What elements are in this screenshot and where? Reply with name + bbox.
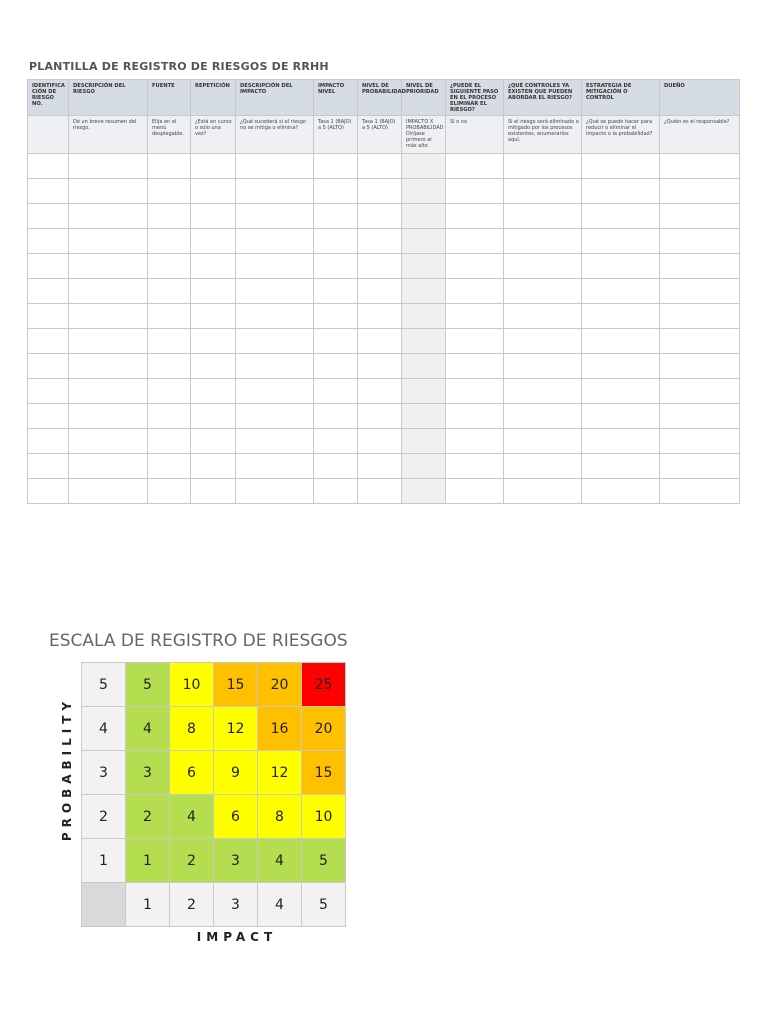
- register-cell[interactable]: [191, 404, 236, 429]
- register-header-cell: NIVEL DE PROBABILIDAD: [358, 80, 402, 116]
- register-cell[interactable]: [504, 454, 582, 479]
- register-cell[interactable]: [69, 404, 148, 429]
- impact-level: 2: [170, 883, 214, 927]
- register-cell[interactable]: [314, 329, 358, 354]
- register-cell[interactable]: [402, 454, 446, 479]
- register-cell[interactable]: [69, 379, 148, 404]
- register-cell[interactable]: [402, 279, 446, 304]
- register-cell[interactable]: [446, 404, 504, 429]
- register-cell[interactable]: [148, 379, 191, 404]
- register-cell[interactable]: [660, 179, 740, 204]
- register-row: [28, 354, 740, 379]
- register-cell[interactable]: [582, 204, 660, 229]
- risk-score-cell: 6: [214, 795, 258, 839]
- register-cell[interactable]: [191, 479, 236, 504]
- register-cell[interactable]: [660, 304, 740, 329]
- risk-score-cell: 10: [170, 663, 214, 707]
- risk-score-cell: 2: [126, 795, 170, 839]
- register-cell[interactable]: [504, 429, 582, 454]
- register-cell[interactable]: [504, 229, 582, 254]
- register-cell[interactable]: [402, 204, 446, 229]
- register-cell[interactable]: [148, 254, 191, 279]
- register-cell[interactable]: [582, 279, 660, 304]
- register-cell[interactable]: [446, 229, 504, 254]
- register-cell[interactable]: [148, 354, 191, 379]
- register-cell[interactable]: [660, 229, 740, 254]
- register-cell[interactable]: [69, 229, 148, 254]
- register-cell[interactable]: [236, 329, 314, 354]
- impact-axis-label: IMPACT: [196, 930, 278, 944]
- register-cell[interactable]: [358, 304, 402, 329]
- register-cell[interactable]: [148, 429, 191, 454]
- register-cell[interactable]: [314, 154, 358, 179]
- register-header-row: [28, 80, 740, 116]
- register-header-cell: IDENTIFICA CIÓN DE RIESGO NO.: [28, 80, 69, 116]
- register-header-cell: NIVEL DE PRIORIDAD: [402, 80, 446, 116]
- scale-title: ESCALA DE REGISTRO DE RIESGOS: [49, 631, 348, 651]
- impact-level: 3: [214, 883, 258, 927]
- probability-level: 1: [82, 839, 126, 883]
- register-header-cell: ¿PUEDE EL SIGUIENTE PASO EN EL PROCESO ELIMINAR EL RIESGO?: [446, 80, 504, 116]
- matrix-row: [82, 707, 346, 751]
- impact-level: 1: [126, 883, 170, 927]
- register-cell[interactable]: [660, 204, 740, 229]
- register-cell[interactable]: [504, 304, 582, 329]
- register-cell[interactable]: [582, 404, 660, 429]
- register-header-cell: ESTRATEGIA DE MITIGACIÓN O CONTROL: [582, 80, 660, 116]
- register-cell[interactable]: [660, 479, 740, 504]
- register-guide-cell: ¿Está en curso o solo una vez?: [191, 116, 236, 154]
- register-cell[interactable]: [28, 479, 69, 504]
- register-guide-cell: [28, 116, 69, 154]
- register-header-cell: DESCRIPCIÓN DEL IMPACTO: [236, 80, 314, 116]
- register-cell[interactable]: [28, 154, 69, 179]
- register-cell[interactable]: [314, 479, 358, 504]
- register-cell[interactable]: [28, 279, 69, 304]
- register-cell[interactable]: [660, 279, 740, 304]
- register-header-cell: IMPACTO NIVEL: [314, 80, 358, 116]
- register-cell[interactable]: [236, 404, 314, 429]
- risk-score-cell: 4: [170, 795, 214, 839]
- register-cell[interactable]: [28, 304, 69, 329]
- register-cell[interactable]: [236, 154, 314, 179]
- risk-score-cell: 25: [302, 663, 346, 707]
- register-row: [28, 229, 740, 254]
- register-cell[interactable]: [660, 154, 740, 179]
- register-cell[interactable]: [69, 454, 148, 479]
- register-cell[interactable]: [69, 429, 148, 454]
- register-cell[interactable]: [582, 454, 660, 479]
- register-cell[interactable]: [402, 404, 446, 429]
- register-cell[interactable]: [28, 379, 69, 404]
- register-cell[interactable]: [314, 454, 358, 479]
- risk-score-cell: 4: [258, 839, 302, 883]
- register-cell[interactable]: [402, 229, 446, 254]
- risk-score-cell: 8: [170, 707, 214, 751]
- register-row: [28, 329, 740, 354]
- register-row: [28, 429, 740, 454]
- register-cell[interactable]: [402, 479, 446, 504]
- register-cell[interactable]: [582, 254, 660, 279]
- register-cell[interactable]: [358, 279, 402, 304]
- matrix-corner: [82, 883, 126, 927]
- register-cell[interactable]: [358, 254, 402, 279]
- impact-level: 5: [302, 883, 346, 927]
- register-cell[interactable]: [69, 204, 148, 229]
- register-row: [28, 379, 740, 404]
- matrix-row: [82, 839, 346, 883]
- risk-score-cell: 5: [126, 663, 170, 707]
- register-cell[interactable]: [28, 179, 69, 204]
- register-cell[interactable]: [236, 254, 314, 279]
- register-cell[interactable]: [582, 479, 660, 504]
- register-cell[interactable]: [148, 204, 191, 229]
- register-cell[interactable]: [69, 479, 148, 504]
- register-guide-cell: Dé un breve resumen del riesgo.: [69, 116, 148, 154]
- register-header-cell: DESCRIPCIÓN DEL RIESGO: [69, 80, 148, 116]
- register-cell[interactable]: [582, 379, 660, 404]
- register-cell[interactable]: [314, 229, 358, 254]
- risk-score-cell: 3: [126, 751, 170, 795]
- register-cell[interactable]: [582, 179, 660, 204]
- register-cell[interactable]: [446, 354, 504, 379]
- register-cell[interactable]: [358, 329, 402, 354]
- register-cell[interactable]: [314, 204, 358, 229]
- register-guide-cell: ¿Quién es el responsable?: [660, 116, 740, 154]
- register-cell[interactable]: [28, 329, 69, 354]
- register-cell[interactable]: [358, 354, 402, 379]
- register-cell[interactable]: [28, 454, 69, 479]
- register-cell[interactable]: [582, 329, 660, 354]
- risk-score-cell: 20: [302, 707, 346, 751]
- register-cell[interactable]: [28, 429, 69, 454]
- register-cell[interactable]: [504, 379, 582, 404]
- register-cell[interactable]: [504, 279, 582, 304]
- register-cell[interactable]: [69, 354, 148, 379]
- register-cell[interactable]: [314, 404, 358, 429]
- register-cell[interactable]: [504, 204, 582, 229]
- register-cell[interactable]: [148, 154, 191, 179]
- register-cell[interactable]: [358, 404, 402, 429]
- register-cell[interactable]: [69, 179, 148, 204]
- register-cell[interactable]: [402, 379, 446, 404]
- probability-level: 2: [82, 795, 126, 839]
- register-cell[interactable]: [446, 329, 504, 354]
- impact-level: 4: [258, 883, 302, 927]
- register-guide-cell: Sí o no: [446, 116, 504, 154]
- register-header-cell: ¿QUÉ CONTROLES YA EXISTEN QUE PUEDEN ABORDAR EL RIESGO?: [504, 80, 582, 116]
- register-cell[interactable]: [28, 354, 69, 379]
- register-cell[interactable]: [236, 379, 314, 404]
- register-cell[interactable]: [446, 304, 504, 329]
- register-cell[interactable]: [446, 154, 504, 179]
- register-cell[interactable]: [446, 254, 504, 279]
- matrix-row: [82, 751, 346, 795]
- register-cell[interactable]: [504, 254, 582, 279]
- risk-score-cell: 6: [170, 751, 214, 795]
- register-cell[interactable]: [191, 454, 236, 479]
- register-guide-row: [28, 116, 740, 154]
- register-cell[interactable]: [69, 279, 148, 304]
- register-cell[interactable]: [446, 279, 504, 304]
- register-cell[interactable]: [582, 429, 660, 454]
- register-cell[interactable]: [660, 329, 740, 354]
- register-cell[interactable]: [191, 354, 236, 379]
- register-cell[interactable]: [358, 429, 402, 454]
- register-cell[interactable]: [402, 154, 446, 179]
- probability-level: 5: [82, 663, 126, 707]
- register-cell[interactable]: [402, 179, 446, 204]
- register-cell[interactable]: [69, 304, 148, 329]
- register-cell[interactable]: [582, 229, 660, 254]
- register-cell[interactable]: [446, 429, 504, 454]
- register-cell[interactable]: [358, 204, 402, 229]
- register-cell[interactable]: [191, 179, 236, 204]
- register-cell[interactable]: [191, 379, 236, 404]
- register-cell[interactable]: [504, 329, 582, 354]
- register-cell[interactable]: [504, 154, 582, 179]
- register-cell[interactable]: [236, 229, 314, 254]
- register-header-cell: FUENTE: [148, 80, 191, 116]
- register-cell[interactable]: [69, 254, 148, 279]
- register-guide-cell: Elija en el menú desplegable.: [148, 116, 191, 154]
- register-cell[interactable]: [191, 204, 236, 229]
- register-row: [28, 154, 740, 179]
- register-cell[interactable]: [148, 279, 191, 304]
- register-cell[interactable]: [660, 379, 740, 404]
- register-cell[interactable]: [314, 429, 358, 454]
- register-cell[interactable]: [148, 229, 191, 254]
- register-cell[interactable]: [236, 454, 314, 479]
- risk-score-cell: 1: [126, 839, 170, 883]
- risk-score-cell: 16: [258, 707, 302, 751]
- register-cell[interactable]: [446, 454, 504, 479]
- register-cell[interactable]: [314, 279, 358, 304]
- register-cell[interactable]: [191, 254, 236, 279]
- register-cell[interactable]: [402, 429, 446, 454]
- register-row: [28, 404, 740, 429]
- register-cell[interactable]: [191, 429, 236, 454]
- register-cell[interactable]: [236, 429, 314, 454]
- risk-register-table: [27, 79, 740, 504]
- register-cell[interactable]: [28, 404, 69, 429]
- impact-level-row: [82, 883, 346, 927]
- register-cell[interactable]: [358, 154, 402, 179]
- risk-score-cell: 12: [214, 707, 258, 751]
- register-cell[interactable]: [28, 204, 69, 229]
- register-guide-cell: Tasa 1 (BAJO) a 5 (ALTO): [314, 116, 358, 154]
- register-cell[interactable]: [358, 379, 402, 404]
- register-cell[interactable]: [358, 179, 402, 204]
- register-cell[interactable]: [660, 404, 740, 429]
- register-cell[interactable]: [582, 354, 660, 379]
- matrix-row: [82, 663, 346, 707]
- risk-score-cell: 4: [126, 707, 170, 751]
- probability-level: 4: [82, 707, 126, 751]
- risk-matrix: [81, 662, 346, 927]
- register-cell[interactable]: [191, 154, 236, 179]
- register-cell[interactable]: [148, 404, 191, 429]
- register-cell[interactable]: [69, 329, 148, 354]
- register-cell[interactable]: [402, 329, 446, 354]
- register-cell[interactable]: [402, 354, 446, 379]
- register-row: [28, 254, 740, 279]
- register-cell[interactable]: [191, 279, 236, 304]
- register-guide-cell: IMPACTO X PROBABILIDAD Diríjase primero al más alto.: [402, 116, 446, 154]
- risk-score-cell: 12: [258, 751, 302, 795]
- register-cell[interactable]: [582, 304, 660, 329]
- register-cell[interactable]: [191, 304, 236, 329]
- register-cell[interactable]: [358, 454, 402, 479]
- register-row: [28, 479, 740, 504]
- register-cell[interactable]: [504, 354, 582, 379]
- register-row: [28, 304, 740, 329]
- register-guide-cell: ¿Qué se puede hacer para reducir o eliminar el impacto o la probabilidad?: [582, 116, 660, 154]
- matrix-row: [82, 795, 346, 839]
- register-cell[interactable]: [402, 254, 446, 279]
- register-cell[interactable]: [236, 479, 314, 504]
- register-cell[interactable]: [446, 179, 504, 204]
- probability-axis-label: PROBABILITY: [60, 696, 74, 842]
- register-cell[interactable]: [314, 304, 358, 329]
- register-guide-cell: Tasa 1 (BAJO) a 5 (ALTO): [358, 116, 402, 154]
- register-cell[interactable]: [314, 354, 358, 379]
- register-cell[interactable]: [148, 304, 191, 329]
- register-row: [28, 454, 740, 479]
- register-guide-cell: Si el riesgo será eliminado o mitigado por los procesos existentes, enumerarlos aquí.: [504, 116, 582, 154]
- register-row: [28, 204, 740, 229]
- register-cell[interactable]: [358, 229, 402, 254]
- risk-score-cell: 15: [214, 663, 258, 707]
- register-header-cell: REPETICIÓN: [191, 80, 236, 116]
- risk-score-cell: 2: [170, 839, 214, 883]
- probability-level: 3: [82, 751, 126, 795]
- register-row: [28, 179, 740, 204]
- register-cell[interactable]: [148, 454, 191, 479]
- register-header-cell: DUEÑO: [660, 80, 740, 116]
- register-cell[interactable]: [148, 479, 191, 504]
- risk-score-cell: 15: [302, 751, 346, 795]
- register-cell[interactable]: [148, 329, 191, 354]
- register-cell[interactable]: [236, 179, 314, 204]
- risk-score-cell: 10: [302, 795, 346, 839]
- risk-score-cell: 20: [258, 663, 302, 707]
- risk-score-cell: 9: [214, 751, 258, 795]
- register-cell[interactable]: [191, 329, 236, 354]
- risk-score-cell: 8: [258, 795, 302, 839]
- register-cell[interactable]: [236, 204, 314, 229]
- register-cell[interactable]: [446, 479, 504, 504]
- register-cell[interactable]: [402, 304, 446, 329]
- register-cell[interactable]: [660, 354, 740, 379]
- register-cell[interactable]: [582, 154, 660, 179]
- risk-score-cell: 3: [214, 839, 258, 883]
- register-cell[interactable]: [236, 354, 314, 379]
- register-cell[interactable]: [660, 429, 740, 454]
- risk-score-cell: 5: [302, 839, 346, 883]
- register-cell[interactable]: [314, 179, 358, 204]
- register-cell[interactable]: [446, 379, 504, 404]
- register-cell[interactable]: [69, 154, 148, 179]
- register-cell[interactable]: [28, 229, 69, 254]
- register-cell[interactable]: [148, 179, 191, 204]
- register-cell[interactable]: [236, 304, 314, 329]
- register-cell[interactable]: [446, 204, 504, 229]
- register-row: [28, 279, 740, 304]
- register-cell[interactable]: [504, 179, 582, 204]
- register-cell[interactable]: [314, 254, 358, 279]
- register-cell[interactable]: [236, 279, 314, 304]
- register-guide-cell: ¿Qué sucederá si el riesgo no se mitiga o elimina?: [236, 116, 314, 154]
- page-title: PLANTILLA DE REGISTRO DE RIESGOS DE RRHH: [29, 60, 329, 73]
- register-cell[interactable]: [660, 254, 740, 279]
- register-cell[interactable]: [660, 454, 740, 479]
- register-cell[interactable]: [191, 229, 236, 254]
- register-cell[interactable]: [504, 404, 582, 429]
- register-cell[interactable]: [314, 379, 358, 404]
- register-cell[interactable]: [358, 479, 402, 504]
- register-cell[interactable]: [28, 254, 69, 279]
- register-cell[interactable]: [504, 479, 582, 504]
